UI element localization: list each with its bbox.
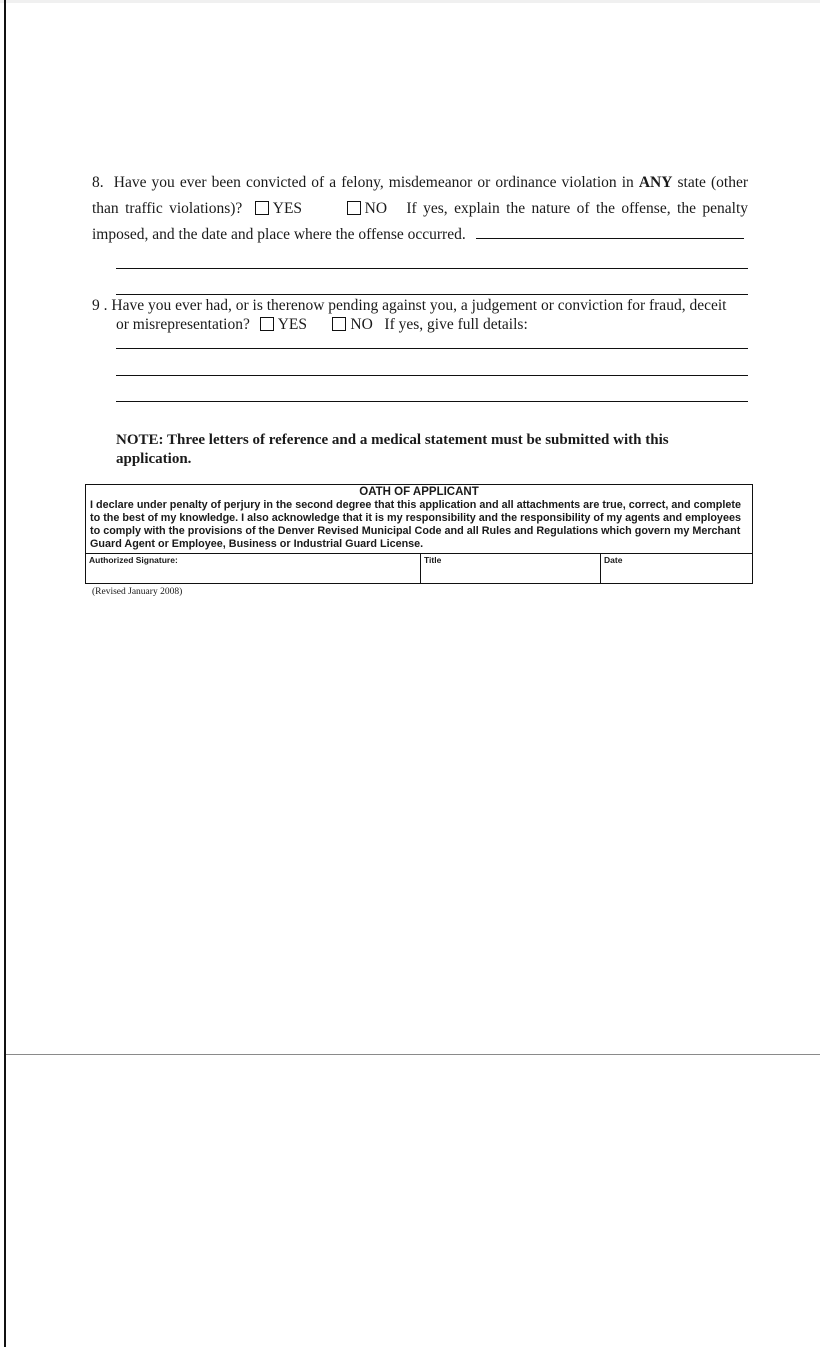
scan-top-edge (0, 0, 820, 3)
signature-row (86, 553, 752, 583)
authorized-signature-label: Authorized Signature: (89, 555, 178, 565)
title-label: Title (424, 555, 442, 565)
q8-yes-label: YES (272, 200, 303, 217)
question-9-text-b: or misrepresentation? (116, 316, 250, 333)
q9-no-checkbox[interactable] (332, 317, 346, 331)
q9-yes-label: YES (277, 316, 308, 333)
question-9-text-c: If yes, give full details: (384, 316, 528, 333)
authorized-signature-field[interactable] (86, 554, 421, 583)
q8-yes-checkbox[interactable] (255, 201, 269, 215)
question-9 (92, 296, 748, 334)
question-9-number: 9 . (92, 297, 108, 314)
question-8-text-b: state (other than traffic violations)? (92, 174, 749, 217)
q8-no-label: NO (364, 200, 388, 217)
question-8 (92, 170, 748, 248)
revision-date: (Revised January 2008) (92, 587, 183, 597)
question-8-text-a: Have you ever been convicted of a felony, misdemeanor or ordinance violation in (113, 174, 634, 191)
q8-answer-line-3[interactable] (116, 294, 748, 295)
q8-answer-line-1[interactable] (476, 226, 744, 239)
oath-title: OATH OF APPLICANT (359, 486, 479, 498)
date-label: Date (604, 555, 623, 565)
q9-no-label: NO (350, 316, 373, 333)
date-field[interactable] (601, 554, 752, 583)
question-8-number: 8. (92, 174, 104, 191)
q9-yes-checkbox[interactable] (260, 317, 274, 331)
oath-statement: I declare under penalty of perjury in the second degree that this application and all attachments are true, correct, and complete to the best of my knowledge. I also acknowledge that it is my responsibility and the responsibility of my agents and employees to comply with the provisions of the Denver Revised Municipal Code and all Rules and Regulations which govern my Merchant Guard Agent or Employee, Business or Industrial Guard License. (90, 499, 741, 550)
question-8-emphasis: ANY (638, 174, 673, 191)
oath-of-applicant-box (85, 484, 753, 584)
q8-no-checkbox[interactable] (347, 201, 361, 215)
question-8-text-c: If yes, explain the nature of the offense, the penalty imposed, and the date and place where the offense occurred. (92, 200, 749, 243)
q9-answer-line-3[interactable] (116, 401, 748, 402)
page-break-line (6, 1054, 820, 1055)
q9-answer-line-2[interactable] (116, 375, 748, 376)
question-9-text-a: Have you ever had, or is therenow pending against you, a judgement or conviction for fraud, deceit (111, 297, 727, 314)
title-field[interactable] (421, 554, 601, 583)
q9-answer-line-1[interactable] (116, 348, 748, 349)
q8-answer-line-2[interactable] (116, 268, 748, 269)
page-left-edge (4, 0, 6, 1347)
reference-note: NOTE: Three letters of reference and a medical statement must be submitted with this application. (116, 432, 669, 467)
